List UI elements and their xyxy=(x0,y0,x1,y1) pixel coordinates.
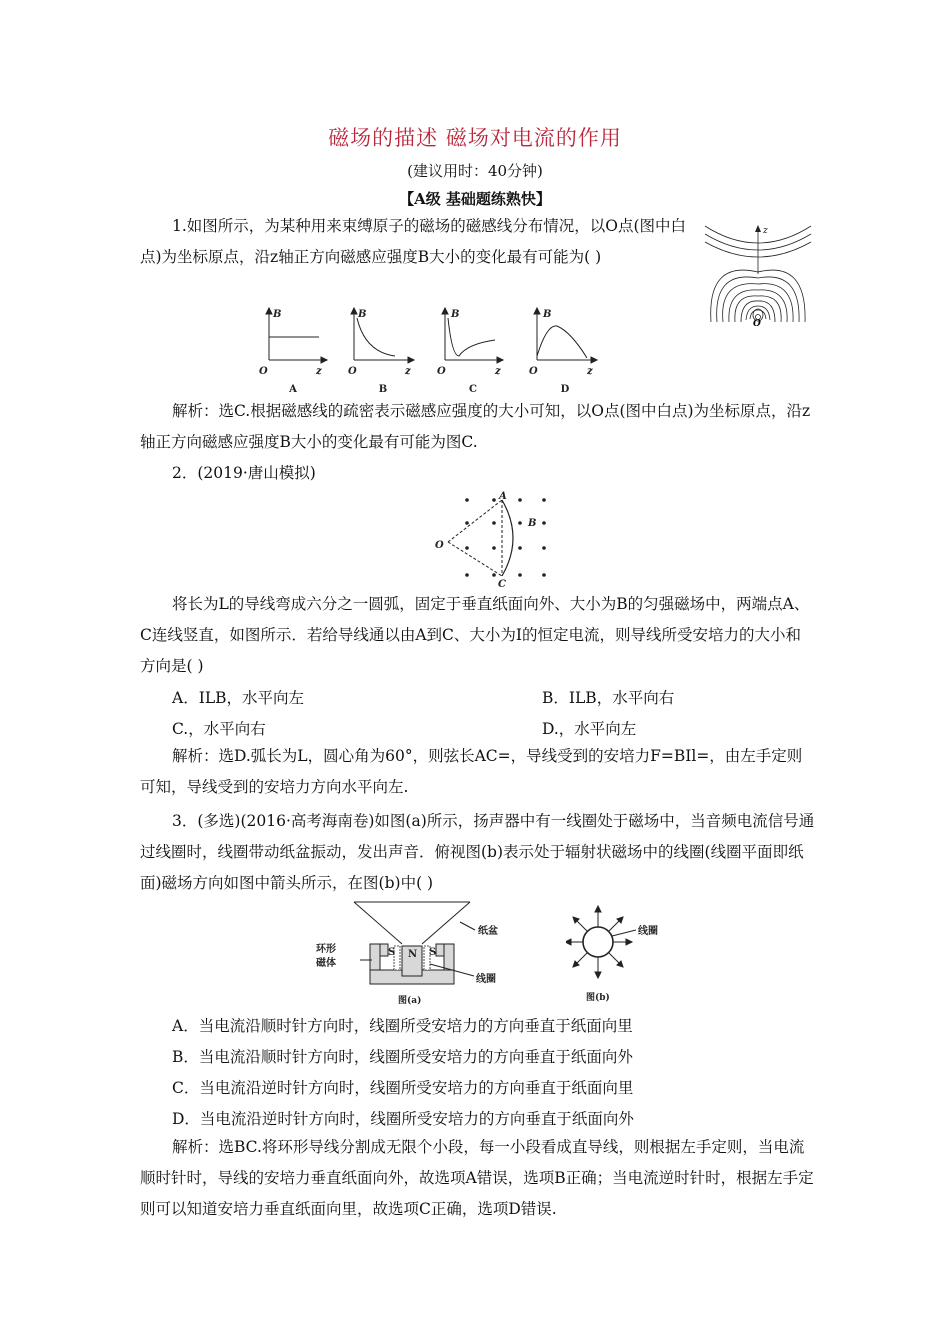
coil-label-a: 线圈 xyxy=(476,974,496,985)
q3-stem: 3．(多选)(2016·高考海南卷)如图(a)所示，扬声器中有一线圈处于磁场中，当音频电流信号通过线圈时，线圈带动纸盆振动，发出声音．俯视图(b)表示处于辐射状磁场中的线圈(线圈平面即纸面)磁场方向如图中箭头所示，在图(b)中( ) xyxy=(140,812,815,892)
ring-magnet-label-2: 磁体 xyxy=(316,958,336,969)
q3-speaker-figure-a xyxy=(310,900,520,1010)
coil-label-b: 线圈 xyxy=(638,926,658,937)
graph-a-origin: O xyxy=(259,366,268,377)
q3-analysis: 解析：选BC.将环形导线分割成无限个小段，每一小段看成直导线，则根据左手定则，当电流顺时针时，导线的安培力垂直纸面向外，故选项A错误，选项B正确；当电流逆时针时，根据左手定则可以知道安培力垂直纸面向里，故选项C正确，选项D错误. xyxy=(140,1138,814,1218)
graph-c-origin: O xyxy=(437,366,446,377)
q2-option-c: C.，水平向右 xyxy=(172,720,266,738)
q1-stem: 1.如图所示，为某种用来束缚原子的磁场的磁感线分布情况，以O点(图中白点)为坐标原点，沿z轴正方向磁感应强度B大小的变化最有可能为( ) xyxy=(140,217,687,266)
fig1-origin-label: O xyxy=(753,319,761,326)
graph-b-x-label: z xyxy=(405,366,411,377)
level-heading: 【A级 基础题练熟快】 xyxy=(399,190,551,208)
q3-option-c: C．当电流沿逆时针方向时，线圈所受安培力的方向垂直于纸面向里 xyxy=(172,1079,634,1097)
page-title: 磁场的描述 磁场对电流的作用 xyxy=(328,126,622,150)
graph-b-origin: O xyxy=(348,366,357,377)
field-b-label: B xyxy=(528,518,537,529)
q2-stem: 将长为L的导线弯成六分之一圆弧，固定于垂直纸面向外、大小为B的匀强磁场中，两端点A、C连线竖直，如图所示．若给导线通以由A到C、大小为I的恒定电流，则导线所受安培力的大小和方向是( ) xyxy=(140,595,810,675)
q1-analysis: 解析：选C.根据磁感线的疏密表示磁感应强度的大小可知，以O点(图中白点)为坐标原点，沿z轴正方向磁感应强度B大小的变化最有可能为图C. xyxy=(140,402,811,451)
magnet-pole-s-right: S xyxy=(429,947,437,958)
graph-c-x-label: z xyxy=(495,366,501,377)
q3-option-b: B．当电流沿顺时针方向时，线圈所受安培力的方向垂直于纸面向外 xyxy=(172,1048,633,1066)
point-a-label: A xyxy=(499,491,507,502)
paper-cone-label: 纸盆 xyxy=(478,926,498,937)
ring-magnet-label-1: 环形 xyxy=(316,944,336,955)
figure-b-caption: 图(b) xyxy=(586,993,610,1003)
graph-b-label: B xyxy=(378,384,388,395)
graph-d-x-label: z xyxy=(587,366,593,377)
q2-option-b: B．ILB，水平向右 xyxy=(542,689,675,707)
magnet-pole-n: N xyxy=(408,949,418,960)
q2-heading: 2．(2019·唐山模拟) xyxy=(172,464,316,482)
q2-option-a: A．ILB，水平向左 xyxy=(172,689,305,707)
graph-d-label: D xyxy=(560,384,570,395)
q2-analysis: 解析：选D.弧长为L，圆心角为60°，则弦长AC=，导线受到的安培力F=BIl=，由左手定则可知，导线受到的安培力方向水平向左. xyxy=(140,747,803,796)
graph-c-y-label: B xyxy=(451,309,460,320)
suggested-time: (建议用时：40分钟) xyxy=(407,162,543,180)
q1-field-line-figure xyxy=(703,220,813,326)
center-o-label: O xyxy=(435,540,444,551)
point-c-label: C xyxy=(498,579,506,588)
graph-a-label: A xyxy=(289,384,297,395)
graph-a-y-label: B xyxy=(273,309,282,320)
graph-d-origin: O xyxy=(529,366,538,377)
q2-option-d: D.，水平向左 xyxy=(542,720,637,738)
q3-coil-figure-b xyxy=(566,904,676,1008)
q3-option-d: D．当电流沿逆时针方向时，线圈所受安培力的方向垂直于纸面向外 xyxy=(172,1110,634,1128)
q1-answer-graphs xyxy=(255,304,605,396)
q3-option-a: A．当电流沿顺时针方向时，线圈所受安培力的方向垂直于纸面向里 xyxy=(172,1017,633,1035)
fig1-z-label: z xyxy=(763,226,768,236)
magnet-pole-s-left: S xyxy=(388,947,396,958)
graph-b-y-label: B xyxy=(358,309,367,320)
figure-a-caption: 图(a) xyxy=(398,996,422,1006)
graph-a-x-label: z xyxy=(316,366,322,377)
graph-d-y-label: B xyxy=(543,309,552,320)
q2-arc-figure xyxy=(432,490,554,588)
graph-c-label: C xyxy=(469,384,477,395)
